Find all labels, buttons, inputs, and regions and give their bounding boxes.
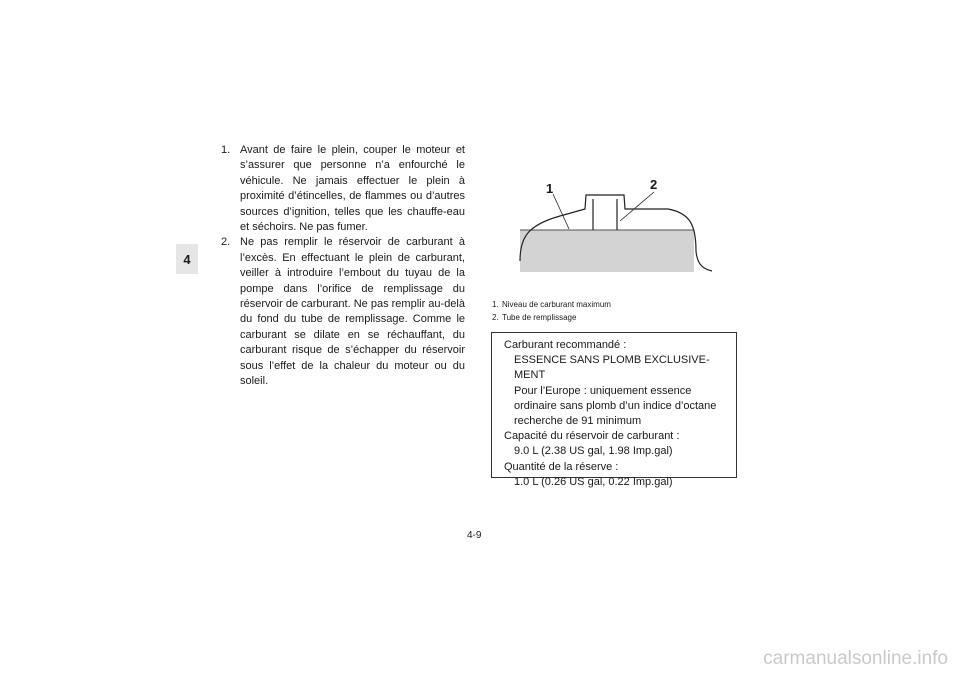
caption-number: 1.	[492, 300, 499, 309]
recommended-fuel-europe: Pour l’Europe : uniquement essence ordinaire sans plomb d’un indice d’octane recherche de 91 minimum	[514, 384, 717, 428]
leader-line-1	[553, 194, 569, 229]
instruction-step-1	[218, 143, 465, 235]
step-number: 2.	[221, 236, 231, 249]
tank-capacity-label: Capacité du réservoir de carburant :	[504, 430, 680, 443]
watermark-text: carmanualsonline.info	[763, 648, 948, 669]
reserve-label: Quantité de la réserve :	[504, 460, 619, 473]
fuel-level-area	[520, 230, 694, 272]
figure-captions	[492, 298, 742, 324]
step-number: 1.	[221, 144, 231, 156]
step-text: Avant de faire le plein, couper le moteur et s’assurer que personne n’a enfourché le véhicule. Ne jamais effectuer le plein à proximité d’étincelles, de flammes ou d’autres sources d’ignition, telles que les chauffe-eau et séchoirs. Ne pas fumer.	[240, 144, 465, 234]
callout-label-2: 2	[650, 177, 658, 192]
figure-caption-2	[492, 311, 742, 324]
fuel-spec-box	[491, 332, 737, 488]
caption-text: Niveau de carburant maximum	[502, 300, 611, 309]
step-text: Ne pas remplir le réservoir de carburant à l’excès. En effectuant le plein de carburant, veiller à introduire l’embout du tuyau de la pompe dans l’orifice de remplissage du réservoir de carburant. Ne pas remplir au-delà du fond du tube de remplissage. Comme le carburant se dilate en se réchauffant, du carburant risque de s’échapper du réservoir sous l’effet de la chaleur du moteur ou du soleil.	[240, 236, 465, 388]
filler-tube	[593, 199, 617, 230]
page-number: 4-9	[467, 530, 482, 541]
recommended-fuel-value: ESSENCE SANS PLOMB EXCLUSIVE-MENT	[514, 354, 710, 382]
recommended-fuel-label: Carburant recommandé :	[504, 339, 627, 351]
instruction-step-2	[218, 235, 465, 389]
caption-text: Tube de remplissage	[502, 313, 577, 322]
reserve-value: 1.0 L (0.26 US gal, 0.22 Imp.gal)	[514, 475, 673, 488]
caption-number: 2.	[492, 313, 499, 322]
tank-capacity-value: 9.0 L (2.38 US gal, 1.98 Imp.gal)	[514, 445, 673, 458]
fuel-tank-illustration	[490, 165, 740, 285]
figure-caption-1	[492, 298, 742, 311]
chapter-tab: 4	[176, 244, 198, 274]
instruction-list	[218, 143, 465, 390]
fuel-tank-diagram	[490, 165, 740, 285]
callout-label-1: 1	[546, 181, 554, 196]
